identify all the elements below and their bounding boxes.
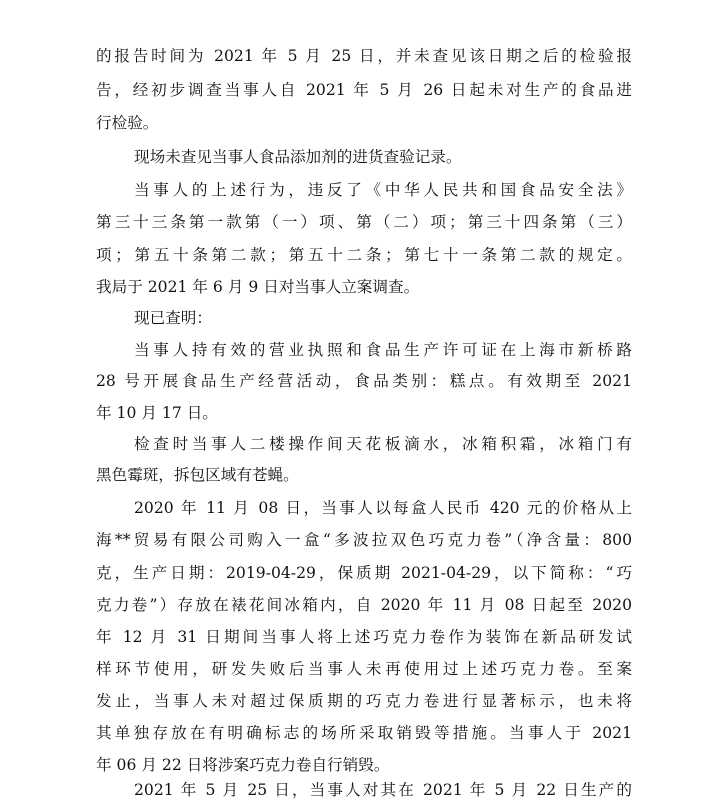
text-line: 克，生产日期：2019-04-29，保质期 2021-04-29，以下简称：“巧 xyxy=(96,564,632,582)
text-line: 2021 年 5 月 25 日，当事人对其在 2021 年 5 月 22 日生产的 xyxy=(134,781,632,799)
text-line: 的报告时间为 2021 年 5 月 25 日，并未查见该日期之后的检验报 xyxy=(96,47,632,65)
text-line: 现已查明： xyxy=(134,309,212,327)
text-line: 其单独存放在有明确标志的场所采取销毁等措施。当事人于 2021 xyxy=(96,724,632,742)
text-line: 检查时当事人二楼操作间天花板滴水，冰箱积霜，冰箱门有 xyxy=(134,435,632,453)
text-line: 第三十三条第一款第（一）项、第（二）项；第三十四条第（三） xyxy=(96,213,632,231)
text-line: 项；第五十条第二款；第五十二条；第七十一条第二款的规定。 xyxy=(96,246,632,264)
text-line: 2020 年 11 月 08 日，当事人以每盒人民币 420 元的价格从上 xyxy=(134,499,632,517)
text-line: 当事人的上述行为，违反了《中华人民共和国食品安全法》 xyxy=(134,181,632,199)
text-line: 海**贸易有限公司购入一盒“多波拉双色巧克力卷”（净含量：800 xyxy=(96,531,632,549)
text-line: 年 12 月 31 日期间当事人将上述巧克力卷作为装饰在新品研发试 xyxy=(96,628,632,646)
text-line: 年 06 月 22 日将涉案巧克力卷自行销毁。 xyxy=(96,756,390,774)
text-line: 28 号开展食品生产经营活动，食品类别：糕点。有效期至 2021 xyxy=(96,372,632,390)
text-line: 行检验。 xyxy=(96,114,159,132)
text-line: 黑色霉斑，拆包区域有苍蝇。 xyxy=(96,466,299,484)
text-line: 我局于 2021 年 6 月 9 日对当事人立案调查。 xyxy=(96,278,420,296)
text-line: 年 10 月 17 日。 xyxy=(96,404,218,422)
text-line: 发止，当事人未对超过保质期的巧克力卷进行显著标示，也未将 xyxy=(96,692,632,710)
text-line: 告，经初步调查当事人自 2021 年 5 月 26 日起未对生产的食品进 xyxy=(96,81,632,99)
text-line: 克力卷”）存放在裱花间冰箱内，自 2020 年 11 月 08 日起至 2020 xyxy=(96,596,632,614)
text-line: 样环节使用，研发失败后当事人未再使用过上述巧克力卷。至案 xyxy=(96,660,632,678)
text-line: 现场未查见当事人食品添加剂的进货查验记录。 xyxy=(134,148,462,166)
text-line: 当事人持有效的营业执照和食品生产许可证在上海市新桥路 xyxy=(134,341,632,359)
